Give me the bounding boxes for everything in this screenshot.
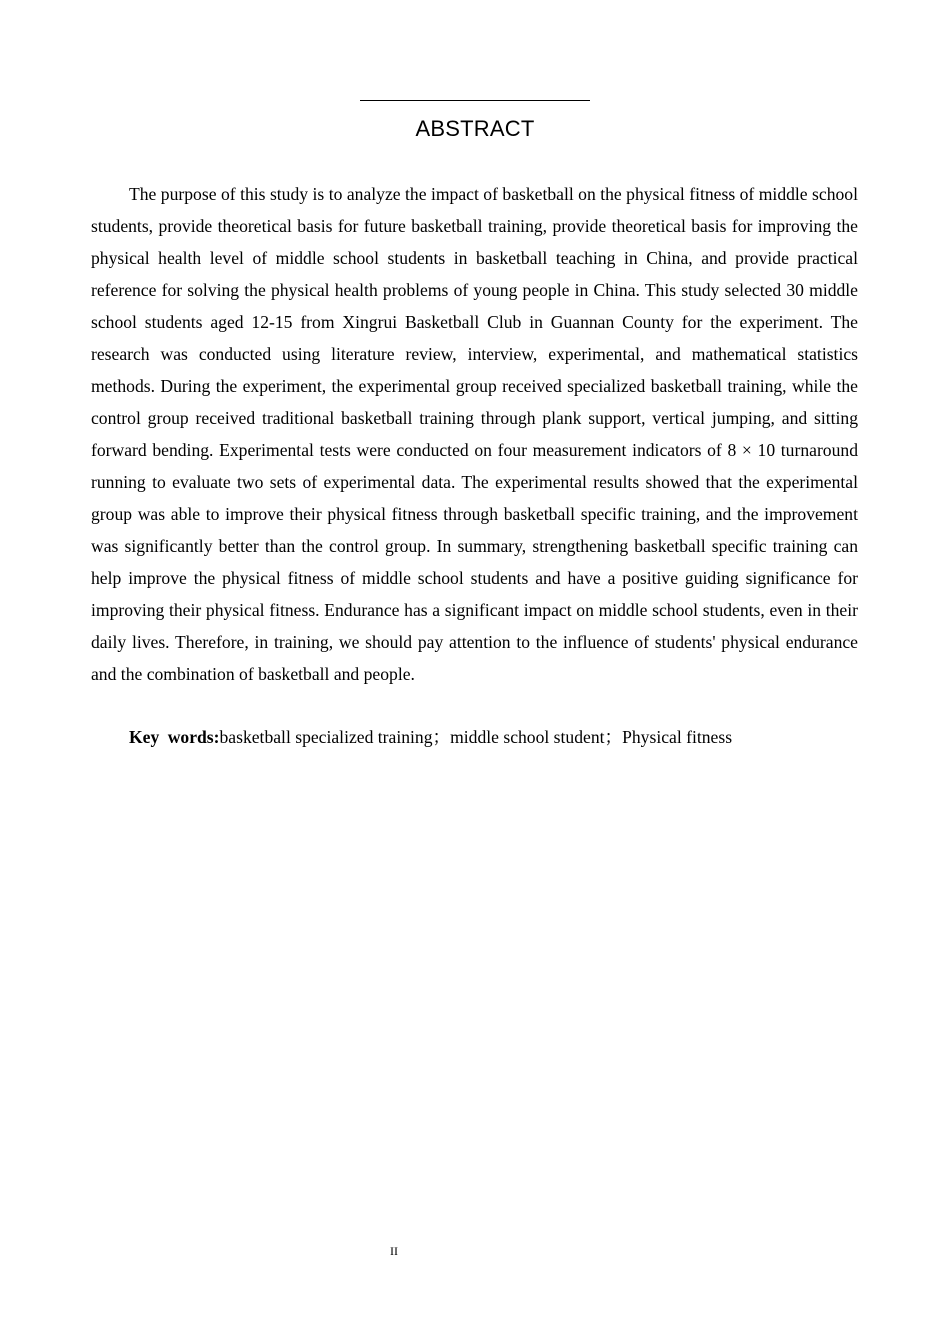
abstract-title: ABSTRACT <box>415 116 535 141</box>
page-number: II <box>390 1244 398 1258</box>
keywords-text: basketball specialized training；middle school student；Physical fitness <box>219 727 733 747</box>
keywords-line <box>129 721 858 753</box>
keywords-label: Key words: <box>129 727 220 747</box>
abstract-body: The purpose of this study is to analyze the impact of basketball on the physical fitness of middle school students, provide theoretical basis for future basketball training, provide theoretical basis for improving the physical health level of middle school students in basketball teaching in China, and provide practical reference for solving the physical health problems of young people in China. This study selected 30 middle school students aged 12-15 from Xingrui Basketball Club in Guannan County for the experiment. The research was conducted using literature review, interview, experimental, and mathematical statistics methods. During the experiment, the experimental group received specialized basketball training, while the control group received traditional basketball training through plank support, vertical jumping, and sitting forward bending. Experimental tests were conducted on four measurement indicators of 8 × 10 turnaround running to evaluate two sets of experimental data. The experimental results showed that the experimental group was able to improve their physical fitness through basketball specific training, and the improvement was significantly better than the control group. In summary, strengthening basketball specific training can help improve the physical fitness of middle school students and have a positive guiding significance for improving their physical fitness. Endurance has a significant impact on middle school students, even in their daily lives. Therefore, in training, we should pay attention to the influence of students' physical endurance and the combination of basketball and people. <box>91 184 858 684</box>
header-rule <box>360 100 590 101</box>
